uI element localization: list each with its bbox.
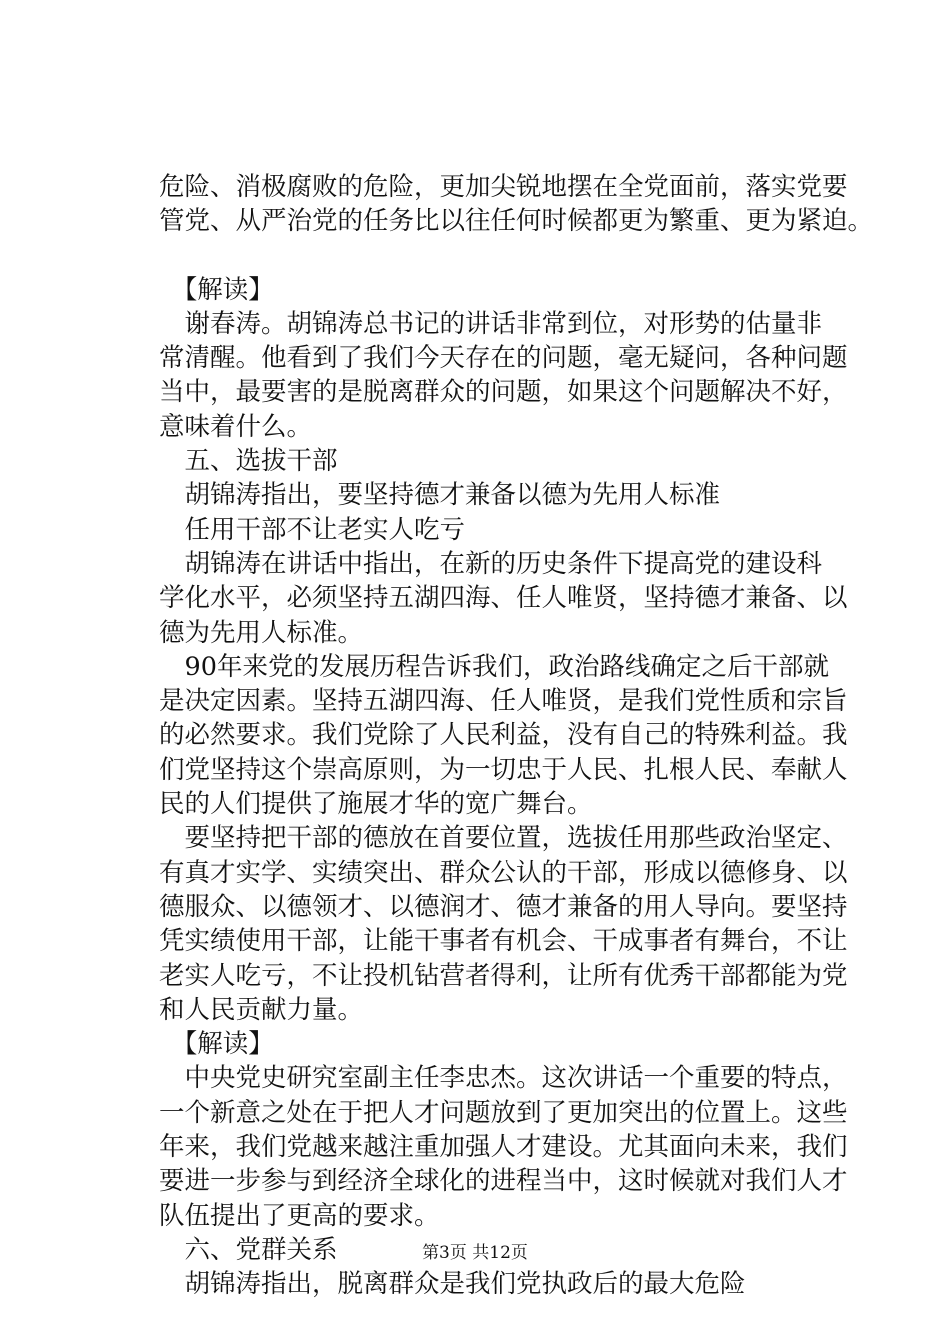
text-line: 常清醒。他看到了我们今天存在的问题，毫无疑问，各种问题: [159, 343, 848, 374]
text-line: 【解读】: [159, 1029, 274, 1060]
text-line: 任用干部不让老实人吃亏: [159, 514, 466, 545]
paragraph-gap: [159, 239, 839, 273]
text-line: 90年来党的发展历程告诉我们，政治路线确定之后干部就: [159, 651, 829, 682]
text-line: 们党坚持这个崇高原则，为一切忠于人民、扎根人民、奉献人: [159, 754, 848, 785]
text-line: 管党、从严治党的任务比以往任何时候都更为繁重、更为紧迫。: [159, 206, 874, 237]
text-line: 年来，我们党越来越注重加强人才建设。尤其面向未来，我们: [159, 1132, 848, 1163]
text-line: 谢春涛。胡锦涛总书记的讲话非常到位，对形势的估量非: [159, 308, 823, 339]
text-line: 【解读】: [159, 274, 274, 305]
text-line: 要进一步参与到经济全球化的进程当中，这时候就对我们人才: [159, 1166, 848, 1197]
text-line: 德服众、以德领才、以德润才、德才兼备的用人导向。要坚持: [159, 891, 848, 922]
text-line: 德为先用人标准。: [159, 617, 364, 648]
text-line: 老实人吃亏，不让投机钻营者得利，让所有优秀干部都能为党: [159, 960, 848, 991]
text-line: 民的人们提供了施展才华的宽广舞台。: [159, 789, 593, 820]
text-line: 胡锦涛指出，要坚持德才兼备以德为先用人标准: [159, 480, 721, 511]
text-line: 中央党史研究室副主任李忠杰。这次讲话一个重要的特点，: [159, 1063, 848, 1094]
text-line: 当中，最要害的是脱离群众的问题，如果这个问题解决不好，: [159, 377, 848, 408]
page-footer: 第3页 共12页: [422, 1243, 528, 1263]
body-text: [159, 170, 874, 1302]
text-line: 有真才实学、实绩突出、群众公认的干部，形成以德修身、以: [159, 857, 848, 888]
text-line: 要坚持把干部的德放在首要位置，选拔任用那些政治坚定、: [159, 823, 848, 854]
text-line: 队伍提出了更高的要求。: [159, 1200, 440, 1231]
text-line: 凭实绩使用干部，让能干事者有机会、干成事者有舞台，不让: [159, 926, 848, 957]
text-line: 六、党群关系: [159, 1234, 338, 1265]
text-line: 危险、消极腐败的危险，更加尖锐地摆在全党面前，落实党要: [159, 172, 848, 202]
text-line: 意味着什么。: [159, 411, 313, 442]
text-line: 胡锦涛在讲话中指出，在新的历史条件下提高党的建设科: [159, 548, 823, 579]
text-line: 一个新意之处在于把人才问题放到了更加突出的位置上。这些: [159, 1097, 848, 1128]
text-line: 的必然要求。我们党除了人民利益，没有自己的特殊利益。我: [159, 720, 848, 751]
text-line: 是决定因素。坚持五湖四海、任人唯贤，是我们党性质和宗旨: [159, 686, 848, 717]
text-line: 胡锦涛指出，脱离群众是我们党执政后的最大危险: [159, 1269, 746, 1300]
text-line: 五、选拔干部: [159, 446, 338, 477]
text-line: 学化水平，必须坚持五湖四海、任人唯贤，坚持德才兼备、以: [159, 583, 848, 614]
text-line: 和人民贡献力量。: [159, 994, 364, 1025]
